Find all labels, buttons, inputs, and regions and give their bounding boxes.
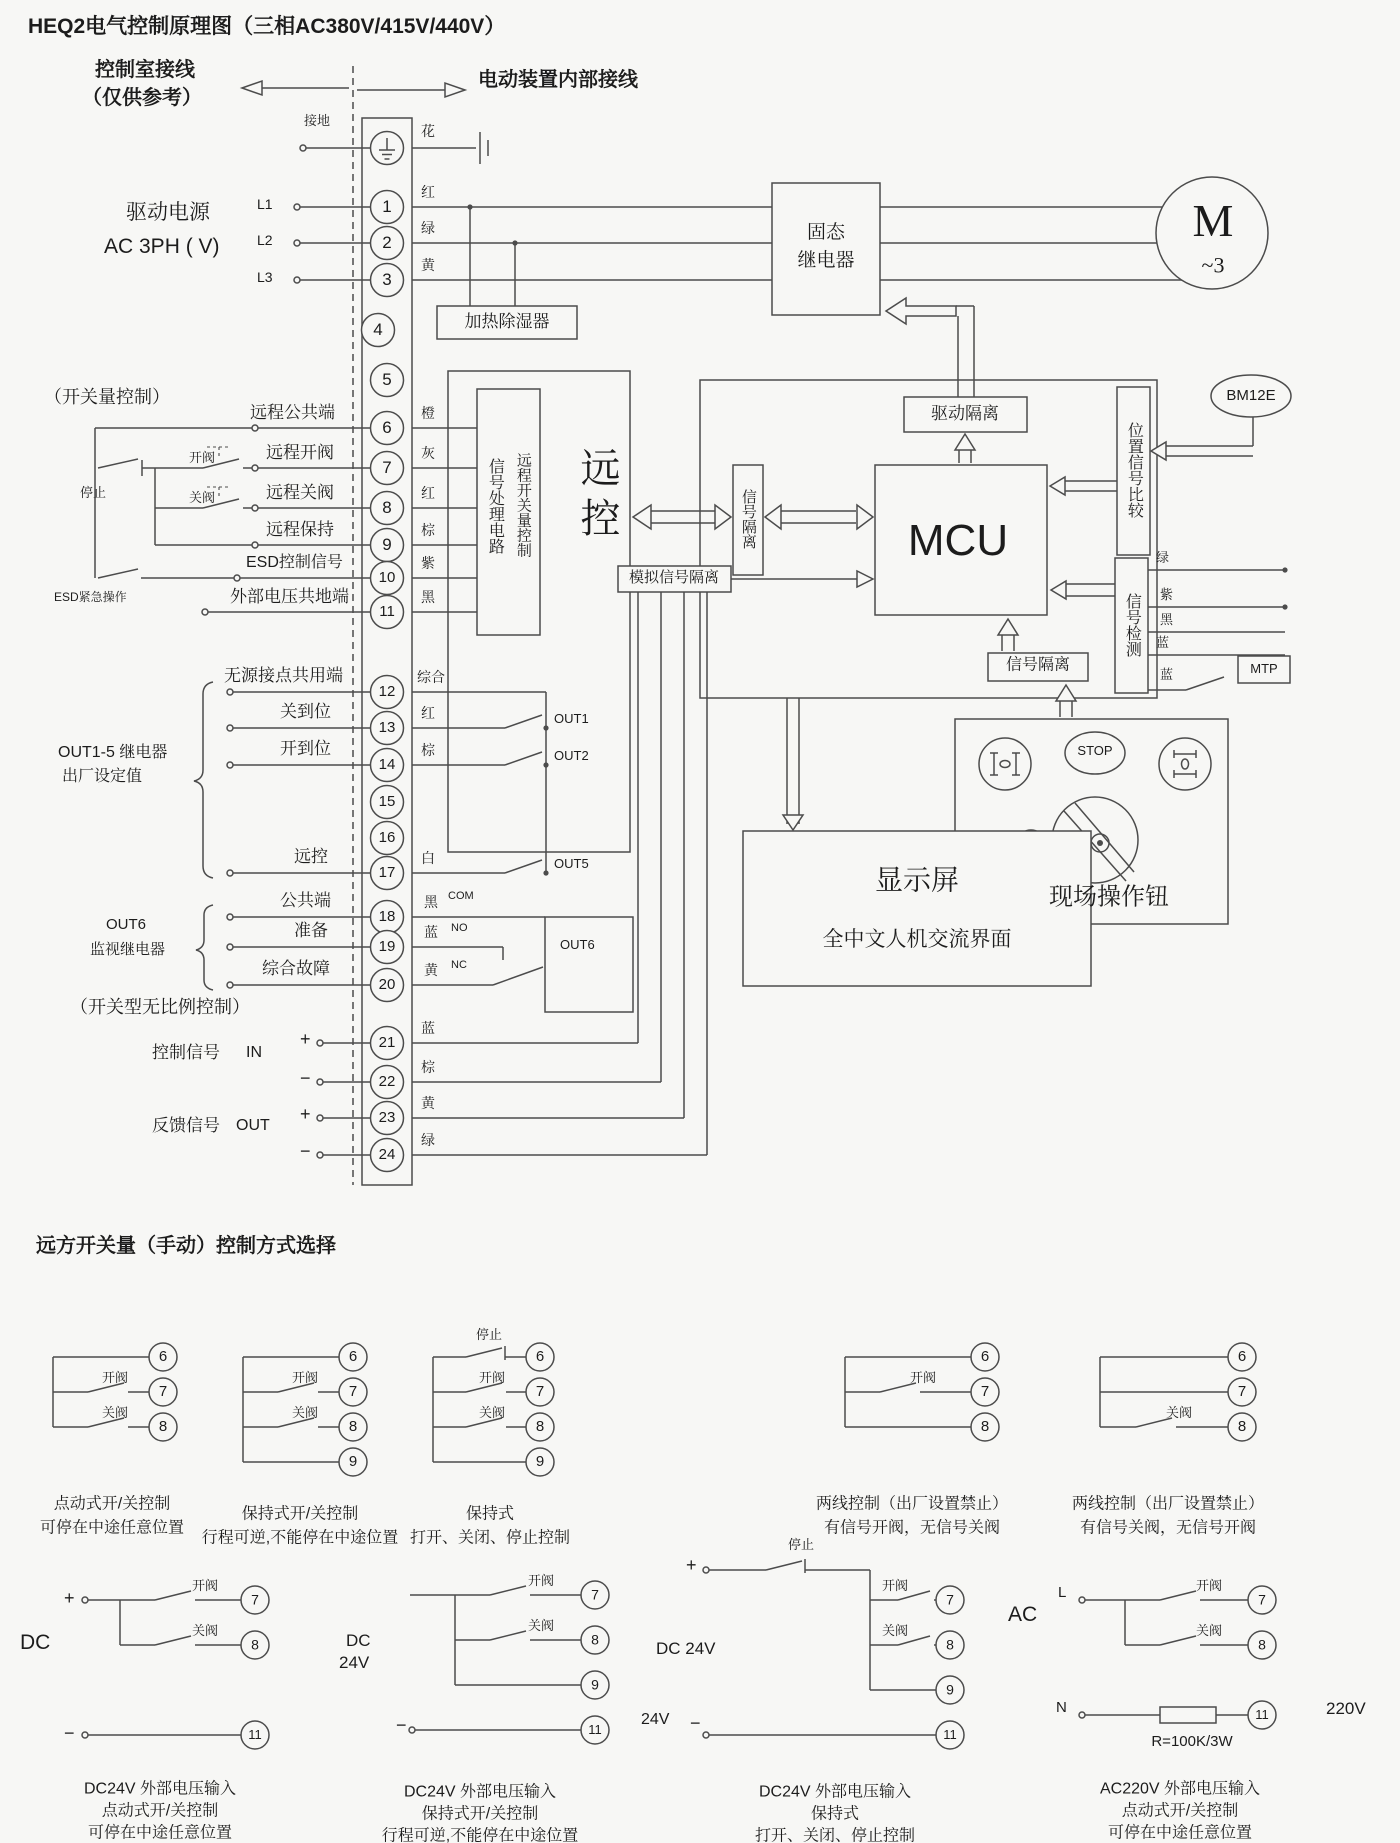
r1d3-caption-1: 保持式: [465, 1505, 515, 1523]
r2d2-num-9: 9: [591, 1676, 599, 1693]
label-l2: L2: [257, 232, 273, 248]
terminal-num-14: 14: [378, 756, 396, 774]
r2d4-label-l: L: [1058, 1584, 1067, 1601]
resistor-box: [1160, 1707, 1216, 1723]
label-l3: L3: [257, 269, 273, 285]
r2d2-num-8: 8: [591, 1631, 599, 1648]
r2d1-sw-open: 开阀: [192, 1578, 219, 1593]
terminal-num-1: 1: [382, 197, 392, 217]
motor-m: M: [1192, 194, 1234, 246]
r1d3-sw-open: 开阀: [479, 1370, 506, 1385]
r2d2-sign-minus: −: [396, 1715, 407, 1735]
r1d3-num-6: 6: [535, 1348, 545, 1366]
sign-21-plus: +: [300, 1029, 311, 1049]
r2d2-label-dc: DC: [346, 1631, 371, 1650]
block-analog-isolation: 模拟信号隔离: [628, 569, 720, 587]
r1d2-num-6: 6: [348, 1348, 358, 1366]
r1d3-sw-close: 关阀: [479, 1405, 506, 1420]
terminal-num-10: 10: [378, 569, 396, 587]
zone-left-sublabel: （仅供参考）: [82, 87, 202, 109]
r2d3-label-24v: 24V: [641, 1711, 670, 1728]
contact-out2: OUT2: [554, 748, 589, 763]
label-ext-voltage-common: 外部电压共地端: [230, 587, 349, 606]
detect-color-blue2: 蓝: [1160, 667, 1174, 682]
label-dry-contact-common: 无源接点共用端: [224, 666, 343, 685]
r1d2-num-7: 7: [348, 1383, 358, 1401]
r2d3-num-11: 11: [943, 1727, 957, 1743]
block-ssr-1: 固态: [806, 222, 846, 244]
block-signal-isolation-v: 信号隔离: [739, 489, 757, 549]
r1d3-num-9: 9: [535, 1453, 545, 1471]
wire-color-12: 综合: [417, 669, 445, 685]
detect-color-green: 绿: [1156, 550, 1170, 565]
relay-output-wiring: [194, 682, 633, 1012]
block-remote-big: 远控: [575, 447, 619, 547]
label-open-position: 开到位: [280, 739, 331, 758]
local-stop-button: STOP: [1077, 743, 1113, 759]
arrow-right-icon: [445, 83, 465, 97]
terminal-num-19: 19: [378, 938, 396, 956]
r1d5-num-6: 6: [1237, 1348, 1247, 1366]
block-mcu: MCU: [907, 515, 1009, 565]
terminal-num-2: 2: [382, 233, 392, 253]
label-remote-hold: 远程保持: [266, 520, 334, 539]
r2d1-caption-2: 点动式开/关控制: [101, 1802, 219, 1820]
ssr-box: [772, 183, 880, 315]
r2d1-sign-minus: −: [64, 1723, 75, 1743]
terminal-num-21: 21: [378, 1034, 396, 1052]
label-ready: 准备: [294, 921, 328, 940]
page-title: HEQ2电气控制原理图（三相AC380V/415V/440V）: [28, 15, 506, 38]
label-remote-close: 远程关阀: [266, 483, 334, 502]
r1d5-caption-1: 两线控制（出厂设置禁止）: [1071, 1495, 1265, 1513]
label-ground: 接地: [304, 113, 331, 128]
wire-color-3: 黄: [421, 257, 435, 273]
r1d3-caption-2: 打开、关闭、停止控制: [409, 1529, 571, 1547]
contact-out6: OUT6: [560, 937, 595, 952]
r2d4-voltage: 220V: [1326, 1699, 1366, 1718]
r2d2-num-11: 11: [588, 1722, 602, 1738]
terminal-num-5: 5: [382, 370, 392, 390]
r2d3-caption-3: 打开、关闭、停止控制: [754, 1827, 916, 1843]
r2d2-caption-1: DC24V 外部电压输入: [403, 1783, 557, 1801]
out6-contact-box: [545, 917, 633, 1012]
r1d2-sw-open: 开阀: [292, 1370, 319, 1385]
r1d4-caption-2: 有信号开阀，无信号关阀: [823, 1519, 1001, 1537]
label-out15-factory: 出厂设定值: [62, 768, 143, 785]
r1d5-sw-close: 关阀: [1166, 1405, 1193, 1420]
r2d3-sw-stop: 停止: [788, 1537, 815, 1552]
wire-color-23: 黄: [421, 1095, 435, 1111]
r2d4-resistor-value: R=100K/3W: [1151, 1733, 1233, 1751]
r2d1-caption-3: 可停在中途任意位置: [87, 1824, 233, 1842]
block-ssr-2: 继电器: [797, 250, 855, 272]
label-switch-control: （开关量控制）: [44, 387, 170, 407]
block-signal-process: 信号处理电路: [486, 458, 504, 554]
r1d4-num-6: 6: [980, 1348, 990, 1366]
r2d1-label-dc: DC: [20, 1631, 51, 1654]
mode-diagrams-row1: [53, 1343, 1256, 1476]
terminal-num-24: 24: [378, 1146, 396, 1164]
r2d2-label-24v: 24V: [339, 1653, 370, 1672]
r1d1-sw-close: 关阀: [102, 1405, 129, 1420]
label-remote-common: 远程公共端: [250, 403, 335, 422]
label-common: 公共端: [280, 891, 331, 910]
terminal-num-23: 23: [378, 1109, 396, 1127]
r2d1-num-8: 8: [251, 1636, 259, 1653]
terminal-num-20: 20: [378, 976, 396, 994]
r1d1-num-7: 7: [158, 1383, 168, 1401]
terminal-num-18: 18: [378, 908, 396, 926]
r1d2-num-8: 8: [348, 1418, 358, 1436]
label-esd-signal: ESD控制信号: [246, 554, 343, 571]
wire-color-18: 黑: [424, 894, 438, 910]
r1d4-sw-open: 开阀: [910, 1370, 937, 1385]
label-drive-power-2: AC 3PH ( V): [104, 235, 220, 258]
wire-color-14: 棕: [421, 742, 435, 758]
wire-color-19: 蓝: [424, 924, 438, 940]
r2d4-sw-open: 开阀: [1196, 1578, 1223, 1593]
wire-color-1: 红: [421, 184, 435, 200]
r2d4-num-11: 11: [1255, 1707, 1269, 1723]
block-drive-isolation: 驱动隔离: [931, 404, 999, 424]
r2d3-label-dc24v: DC 24V: [656, 1639, 716, 1658]
label-closed-position: 关到位: [280, 702, 331, 721]
terminal-num-4: 4: [373, 320, 383, 340]
section2-title: 远方开关量（手动）控制方式选择: [36, 1235, 336, 1257]
terminal-num-22: 22: [378, 1073, 396, 1091]
r2d2-num-7: 7: [591, 1586, 599, 1603]
label-fb-out: OUT: [236, 1117, 270, 1134]
r1d3-sw-stop: 停止: [476, 1327, 503, 1342]
terminal-num-8: 8: [382, 498, 392, 518]
detect-color-blue1: 蓝: [1156, 635, 1170, 650]
sign-23-plus: +: [300, 1104, 311, 1124]
label-out6-monitor: 监视继电器: [90, 941, 166, 958]
block-remote-switch-ctl: 远程开关量控制: [514, 452, 532, 558]
label-close-switch: 关阀: [189, 490, 216, 505]
r2d3-sw-close: 关阀: [882, 1623, 909, 1638]
zone-right-label: 电动装置内部接线: [478, 69, 638, 91]
wire-color-6: 橙: [421, 405, 435, 421]
r2d3-num-9: 9: [946, 1681, 954, 1698]
wire-color-11: 黑: [421, 589, 435, 605]
detect-color-purple: 紫: [1160, 587, 1174, 602]
r2d4-num-8: 8: [1258, 1636, 1266, 1653]
r2d3-caption-1: DC24V 外部电压输入: [758, 1783, 912, 1801]
arrow-to-ssr-icon: [886, 298, 956, 324]
wire-color-17: 白: [421, 850, 435, 866]
r1d4-num-8: 8: [980, 1418, 990, 1436]
r2d2-sw-open: 开阀: [528, 1573, 555, 1588]
r1d1-num-8: 8: [158, 1418, 168, 1436]
terminal-num-3: 3: [382, 270, 392, 290]
r1d3-num-7: 7: [535, 1383, 545, 1401]
block-signal-isolation-h: 信号隔离: [1005, 656, 1071, 674]
wire-color-22: 棕: [421, 1059, 435, 1075]
r2d1-sw-close: 关阀: [192, 1623, 219, 1638]
block-display: 显示屏: [874, 864, 960, 896]
terminal-num-15: 15: [378, 793, 396, 811]
terminal-num-13: 13: [378, 719, 396, 737]
r2d3-sign-plus: +: [686, 1555, 697, 1575]
contact-out1: OUT1: [554, 711, 589, 726]
block-mtp: MTP: [1250, 661, 1278, 677]
zone-left-label: 控制室接线: [95, 59, 195, 81]
label-ctl-signal: 控制信号: [152, 1043, 220, 1062]
label-remote-mode: 远控: [294, 847, 328, 866]
label-esd-operate: ESD紧急操作: [54, 590, 127, 604]
r2d4-sw-close: 关阀: [1196, 1623, 1223, 1638]
r2d1-caption-1: DC24V 外部电压输入: [83, 1780, 237, 1798]
arrow-left-icon: [242, 81, 262, 95]
block-position-compare: 位置信号比较: [1125, 422, 1143, 518]
r1d2-num-9: 9: [348, 1453, 358, 1471]
r2d4-num-7: 7: [1258, 1591, 1266, 1608]
terminal-num-17: 17: [378, 864, 396, 882]
terminal-num-7: 7: [382, 458, 392, 478]
wire-color-21: 蓝: [421, 1020, 435, 1036]
terminal-num-11: 11: [379, 603, 395, 621]
r1d5-num-8: 8: [1237, 1418, 1247, 1436]
contact-com: COM: [448, 890, 474, 902]
block-display-sub: 全中文人机交流界面: [822, 927, 1012, 951]
r2d3-sign-minus: −: [690, 1713, 701, 1733]
wire-color-7: 灰: [421, 445, 435, 461]
r2d3-num-8: 8: [946, 1636, 954, 1653]
motor-phase: ~3: [1201, 252, 1225, 278]
r2d4-caption-2: 点动式开/关控制: [1121, 1802, 1239, 1820]
r2d4-label-ac: AC: [1008, 1603, 1038, 1626]
wire-color-8: 红: [421, 485, 435, 501]
r2d4-caption-1: AC220V 外部电压输入: [1099, 1780, 1261, 1798]
r1d5-caption-2: 有信号关阀，无信号开阀: [1079, 1519, 1257, 1537]
block-local-panel: 现场操作钮: [1049, 883, 1169, 911]
out15-brace: [194, 682, 213, 878]
wire-color-10: 紫: [421, 555, 435, 571]
r1d4-caption-1: 两线控制（出厂设置禁止）: [815, 1495, 1009, 1513]
display-box: [743, 831, 1091, 986]
contact-out5: OUT5: [554, 856, 589, 871]
label-no-proportional: （开关型无比例控制）: [70, 997, 250, 1017]
r1d1-caption-1: 点动式开/关控制: [53, 1495, 171, 1513]
sign-22-minus: −: [300, 1068, 311, 1088]
r1d2-caption-2: 行程可逆,不能停在中途位置: [201, 1529, 399, 1547]
out6-brace: [196, 905, 213, 990]
r2d3-num-7: 7: [946, 1591, 954, 1608]
wire-color-2: 绿: [421, 220, 435, 236]
contact-nc: NC: [451, 959, 467, 971]
r2d4-label-n: N: [1056, 1699, 1067, 1716]
r1d1-caption-2: 可停在中途任意位置: [39, 1519, 185, 1537]
r1d5-num-7: 7: [1237, 1383, 1247, 1401]
block-signal-detect: 信号检测: [1123, 593, 1141, 657]
r1d2-sw-close: 关阀: [292, 1405, 319, 1420]
wire-color-ground: 花: [421, 123, 435, 139]
terminal-num-16: 16: [378, 829, 396, 847]
label-remote-open: 远程开阀: [266, 443, 334, 462]
label-open-switch: 开阀: [189, 450, 216, 465]
r2d3-sw-open: 开阀: [882, 1578, 909, 1593]
block-heater: 加热除湿器: [464, 312, 550, 332]
r2d1-num-11: 11: [248, 1727, 262, 1743]
label-fb-signal: 反馈信号: [152, 1116, 220, 1135]
wire-color-13: 红: [421, 705, 435, 721]
r2d2-caption-3: 行程可逆,不能停在中途位置: [381, 1827, 579, 1843]
label-drive-power-1: 驱动电源: [126, 201, 210, 224]
contact-no: NO: [451, 922, 468, 934]
wire-color-20: 黄: [424, 962, 438, 978]
label-stop-switch: 停止: [80, 485, 107, 500]
r2d3-caption-2: 保持式: [810, 1805, 860, 1823]
detect-color-black: 黑: [1160, 612, 1174, 627]
r1d4-num-7: 7: [980, 1383, 990, 1401]
terminal-num-9: 9: [382, 535, 392, 555]
r2d2-caption-2: 保持式开/关控制: [421, 1805, 539, 1823]
wire-color-9: 棕: [421, 522, 435, 538]
r2d1-num-7: 7: [251, 1591, 259, 1608]
label-l1: L1: [257, 196, 273, 212]
r1d3-num-8: 8: [535, 1418, 545, 1436]
power-wiring: [294, 132, 1268, 397]
r1d2-caption-1: 保持式开/关控制: [241, 1505, 359, 1523]
r1d1-num-6: 6: [158, 1348, 168, 1366]
terminal-num-6: 6: [382, 418, 392, 438]
label-fault: 综合故障: [262, 959, 330, 978]
r1d1-sw-open: 开阀: [102, 1370, 129, 1385]
terminal-num-12: 12: [378, 683, 396, 701]
sign-24-minus: −: [300, 1141, 311, 1161]
r2d4-caption-3: 可停在中途任意位置: [1107, 1824, 1253, 1842]
label-ctl-in: IN: [246, 1044, 262, 1061]
wire-color-24: 绿: [421, 1132, 435, 1148]
block-bm12e: BM12E: [1226, 387, 1276, 405]
r2d1-sign-plus: +: [64, 1588, 75, 1608]
label-out15-relay: OUT1-5 继电器: [58, 744, 168, 761]
label-out6: OUT6: [106, 916, 147, 933]
r2d2-sw-close: 关阀: [528, 1618, 555, 1633]
